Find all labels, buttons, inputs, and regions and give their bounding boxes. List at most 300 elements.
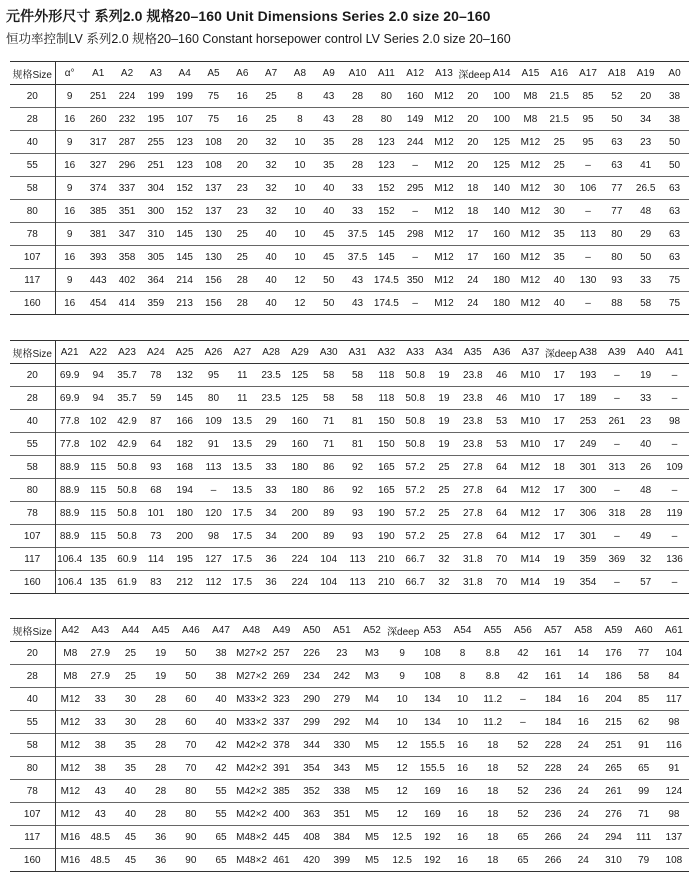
table-cell: 75 [199,85,228,108]
table-cell: 16 [447,803,477,826]
table-cell: M12 [516,292,545,315]
table-cell: M12 [55,757,85,780]
table-cell: 65 [206,849,236,872]
table-cell: 53 [487,433,516,456]
table-cell: 11 [228,387,257,410]
size-cell: 117 [10,548,55,571]
table-cell: 393 [84,246,113,269]
table-cell: 391 [266,757,296,780]
table-cell: 64 [487,525,516,548]
table-cell: 29 [257,433,286,456]
table-cell: 113 [574,223,603,246]
table-cell: 19 [545,548,574,571]
table-cell: 24 [568,734,598,757]
table-cell: – [401,200,430,223]
table-cell: 90 [176,826,206,849]
table-cell: 17 [545,525,574,548]
column-header: A46 [176,619,206,642]
table-cell: 140 [487,177,516,200]
table-cell: 134 [417,688,447,711]
column-header: A56 [508,619,538,642]
table-cell: M27×2 [236,665,266,688]
size-cell: 78 [10,223,55,246]
table-cell: 17 [545,364,574,387]
table-cell: – [508,711,538,734]
table-cell: 337 [113,177,142,200]
table-cell: 224 [286,571,315,594]
table-cell: 8 [447,642,477,665]
table-cell: 160 [286,410,315,433]
table-cell: 25 [228,246,257,269]
table-cell: 24 [568,757,598,780]
table-cell: M12 [516,223,545,246]
size-cell: 80 [10,200,55,223]
table-cell: 90 [176,849,206,872]
table-cell: 224 [113,85,142,108]
size-cell: 28 [10,665,55,688]
table-cell: 251 [141,154,170,177]
table-row [10,223,689,246]
size-cell: 107 [10,803,55,826]
table-cell: 16 [447,757,477,780]
table-cell: 12.5 [387,849,417,872]
table-cell: 80 [372,85,401,108]
table-cell: 85 [574,85,603,108]
table-cell: 166 [170,410,199,433]
table-cell: 58 [343,364,372,387]
table-cell: 40 [206,688,236,711]
table-cell: 50.8 [401,410,430,433]
table-cell: 160 [487,246,516,269]
table-cell: 63 [660,177,689,200]
size-cell: 40 [10,410,55,433]
table-cell: 16 [447,734,477,757]
table-cell: 152 [170,200,199,223]
header-row [10,619,689,642]
table-cell: 36 [146,826,176,849]
table-cell: 363 [297,803,327,826]
table-row [10,826,689,849]
column-header: A52 [357,619,387,642]
table-cell: 78 [141,364,170,387]
table-cell: 399 [327,849,357,872]
table-cell: 414 [113,292,142,315]
table-cell: 107 [170,108,199,131]
table-cell: M12 [55,734,85,757]
table-cell: 257 [266,642,296,665]
size-cell: 55 [10,711,55,734]
table-cell: M5 [357,803,387,826]
table-cell: 63 [602,131,631,154]
table-cell: 35 [314,154,343,177]
column-header: A43 [85,619,115,642]
table-cell: 30 [115,711,145,734]
table-cell: 27.9 [85,665,115,688]
table-cell: 48.5 [85,826,115,849]
column-header: A9 [314,62,343,85]
table-cell: 37.5 [343,246,372,269]
table-cell: – [660,364,689,387]
table-cell: 8 [447,665,477,688]
table-cell: 228 [538,757,568,780]
table-row [10,177,689,200]
size-cell: 40 [10,131,55,154]
table-cell: 95 [574,108,603,131]
table-cell: M5 [357,849,387,872]
table-cell: 40 [206,711,236,734]
table-cell: 116 [659,734,689,757]
table-cell: 119 [660,502,689,525]
table-row [10,246,689,269]
table-cell: 77 [602,200,631,223]
table-cell: 50.8 [113,456,142,479]
table-cell: 12 [387,803,417,826]
table-cell: 190 [372,502,401,525]
column-header: A33 [401,341,430,364]
table-cell: M12 [430,200,459,223]
table-cell: 137 [199,200,228,223]
table-cell: 28 [343,85,372,108]
table-cell: 50.8 [401,387,430,410]
size-cell: 58 [10,177,55,200]
table-cell: 300 [574,479,603,502]
table-cell: 276 [598,803,628,826]
table-cell: M12 [430,177,459,200]
table-cell: 145 [170,387,199,410]
table-cell: 28 [146,734,176,757]
column-header: A15 [516,62,545,85]
table-cell: 33 [343,177,372,200]
table-cell: 25 [115,665,145,688]
table-cell: – [574,154,603,177]
column-header: A31 [343,341,372,364]
table-cell: 295 [401,177,430,200]
table-cell: M14 [516,571,545,594]
size-cell: 58 [10,456,55,479]
table-cell: 330 [327,734,357,757]
table-cell: 125 [487,131,516,154]
column-header: A36 [487,341,516,364]
table-cell: 214 [170,269,199,292]
table-cell: 13.5 [228,410,257,433]
table-cell: 337 [266,711,296,734]
table-cell: 59 [141,387,170,410]
table-cell: 32 [257,200,286,223]
table-cell: 156 [199,269,228,292]
table-cell: 27.9 [85,642,115,665]
column-header: A39 [602,341,631,364]
column-header: A42 [55,619,85,642]
table-cell: M10 [516,433,545,456]
table-cell: 16 [568,688,598,711]
table-cell: 115 [84,525,113,548]
table-cell: M42×2 [236,803,266,826]
table-cell: 16 [228,108,257,131]
table-cell: 12 [286,292,315,315]
table-cell: 35.7 [113,364,142,387]
table-cell: 69.9 [55,364,84,387]
table-row [10,85,689,108]
table-cell: 113 [343,571,372,594]
table-cell: 40 [257,269,286,292]
table-cell: 32 [257,154,286,177]
table-cell: M48×2 [236,826,266,849]
table-cell: 200 [170,525,199,548]
table-cell: 14 [568,665,598,688]
table-row [10,154,689,177]
table-cell: 65 [508,826,538,849]
table-cell: 43 [85,780,115,803]
table-cell: – [602,387,631,410]
column-header: A1 [84,62,113,85]
table-cell: 169 [417,803,447,826]
table-cell: 23 [327,642,357,665]
table-cell: 23 [631,131,660,154]
table-cell: 145 [170,223,199,246]
table-cell: 71 [314,410,343,433]
table-cell: 19 [631,364,660,387]
table-cell: M12 [516,154,545,177]
table-cell: – [199,479,228,502]
table-row [10,456,689,479]
table-cell: 92 [343,479,372,502]
table-cell: 296 [113,154,142,177]
table-cell: 77 [602,177,631,200]
table-cell: 266 [538,849,568,872]
table-cell: 38 [206,665,236,688]
table-cell: 40 [314,177,343,200]
table-cell: 98 [659,711,689,734]
table-row [10,525,689,548]
table-cell: 57.2 [401,479,430,502]
table-cell: M5 [357,757,387,780]
table-row [10,108,689,131]
table-cell: – [401,154,430,177]
size-cell: 117 [10,269,55,292]
table-cell: 255 [141,131,170,154]
table-cell: 18 [458,200,487,223]
table-cell: 12 [387,780,417,803]
table-cell: 174.5 [372,269,401,292]
table-cell: M33×2 [236,688,266,711]
size-cell: 80 [10,479,55,502]
table-cell: 33 [343,200,372,223]
table-cell: 299 [297,711,327,734]
column-header: A8 [286,62,315,85]
table-cell: M3 [357,665,387,688]
table-cell: 113 [343,548,372,571]
table-cell: 161 [538,665,568,688]
table-cell: 52 [508,780,538,803]
table-cell: 27.8 [458,525,487,548]
table-cell: 165 [372,479,401,502]
table-cell: 62 [629,711,659,734]
column-header: A37 [516,341,545,364]
table-cell: 43 [343,269,372,292]
column-header: 规格Size [10,341,55,364]
column-header: A26 [199,341,228,364]
table-row [10,757,689,780]
table-cell: 98 [660,410,689,433]
table-cell: 32 [257,131,286,154]
table-cell: 9 [387,642,417,665]
table-cell: 70 [487,548,516,571]
table-row [10,642,689,665]
table-cell: 310 [598,849,628,872]
table-cell: 16 [55,200,84,223]
table-cell: – [401,292,430,315]
table-cell: 70 [176,734,206,757]
table-cell: 48.5 [85,849,115,872]
table-cell: 165 [372,456,401,479]
table-cell: 298 [401,223,430,246]
table-cell: M16 [55,826,85,849]
table-cell: 168 [170,456,199,479]
table-cell: 88.9 [55,525,84,548]
table-cell: 260 [84,108,113,131]
table-cell: 58 [629,665,659,688]
table-cell: M3 [357,642,387,665]
table-cell: 43 [314,108,343,131]
column-header: A21 [55,341,84,364]
table-cell: 65 [629,757,659,780]
table-cell: 50.8 [401,433,430,456]
table-cell: 32 [631,548,660,571]
column-header: A55 [478,619,508,642]
table-cell: 200 [286,502,315,525]
column-header: A0 [660,62,689,85]
table-cell: 45 [115,849,145,872]
table-cell: 123 [170,131,199,154]
table-cell: 28 [343,108,372,131]
table-cell: 8.8 [478,642,508,665]
document-subtitle: 恒功率控制LV 系列2.0 规格20–160 Constant horsepower control LV Series 2.0 size 20–160 [6,32,511,46]
table-cell: 25 [545,154,574,177]
table-cell: 52 [508,803,538,826]
table-cell: – [602,479,631,502]
table-cell: 55 [206,803,236,826]
table-cell: 19 [430,410,459,433]
table-cell: 40 [257,246,286,269]
table-cell: 88.9 [55,502,84,525]
table-cell: 261 [602,410,631,433]
table-cell: 17 [545,387,574,410]
table-cell: 50 [314,292,343,315]
table-cell: 20 [228,154,257,177]
table-cell: 155.5 [417,757,447,780]
column-header: 深deep [458,62,487,85]
table-cell: 63 [660,223,689,246]
table-cell: 145 [170,246,199,269]
table-cell: 343 [327,757,357,780]
table-cell: M12 [516,269,545,292]
table-cell: – [602,364,631,387]
table-cell: 180 [286,456,315,479]
table-cell: 27.8 [458,456,487,479]
table-cell: M12 [55,803,85,826]
table-cell: 8 [286,108,315,131]
table-cell: 192 [417,849,447,872]
table-cell: 228 [538,734,568,757]
table-cell: – [660,525,689,548]
column-header: A30 [314,341,343,364]
column-header: A38 [574,341,603,364]
table-cell: 24 [568,803,598,826]
size-cell: 20 [10,364,55,387]
table-cell: 23 [631,410,660,433]
table-cell: 40 [115,803,145,826]
column-header: α° [55,62,84,85]
table-cell: 41 [631,154,660,177]
table-cell: 106 [574,177,603,200]
table-cell: 310 [141,223,170,246]
table-cell: 40 [631,433,660,456]
table-cell: 279 [327,688,357,711]
table-cell: M14 [516,548,545,571]
table-cell: 8.8 [478,665,508,688]
table-cell: 313 [602,456,631,479]
table-cell: 156 [199,292,228,315]
table-cell: 16 [447,780,477,803]
table-cell: 194 [170,479,199,502]
table-cell: 63 [602,154,631,177]
column-header: A44 [115,619,145,642]
table-cell: – [508,688,538,711]
table-cell: 249 [574,433,603,456]
table-cell: 77.8 [55,433,84,456]
column-header: A5 [199,62,228,85]
table-cell: M12 [430,154,459,177]
table-cell: 58 [314,387,343,410]
table-cell: 12.5 [387,826,417,849]
table-cell: 18 [478,803,508,826]
table-cell: 87 [141,410,170,433]
table-cell: 21.5 [545,108,574,131]
table-cell: 29 [631,223,660,246]
table-cell: 123 [372,131,401,154]
table-cell: 31.8 [458,548,487,571]
table-cell: 10 [447,711,477,734]
table-cell: 137 [659,826,689,849]
table-cell: 236 [538,780,568,803]
table-cell: 301 [574,456,603,479]
table-cell: 115 [84,456,113,479]
table-cell: 37.5 [343,223,372,246]
table-cell: 17 [545,502,574,525]
table-cell: 16 [55,246,84,269]
table-cell: M12 [430,269,459,292]
table-cell: 18 [478,780,508,803]
table-cell: 160 [286,433,315,456]
table-cell: 91 [199,433,228,456]
table-cell: 25 [228,223,257,246]
table-cell: 13.5 [228,479,257,502]
table-cell: 317 [84,131,113,154]
table-cell: 408 [297,826,327,849]
table-cell: 49 [631,525,660,548]
table-cell: 31.8 [458,571,487,594]
table-cell: 384 [327,826,357,849]
table-cell: 50 [660,154,689,177]
table-cell: 354 [297,757,327,780]
table-cell: 104 [314,548,343,571]
column-header: A22 [84,341,113,364]
table-cell: 40 [314,200,343,223]
table-cell: 101 [141,502,170,525]
table-cell: 33 [631,387,660,410]
table-cell: 42 [508,642,538,665]
table-cell: 242 [327,665,357,688]
